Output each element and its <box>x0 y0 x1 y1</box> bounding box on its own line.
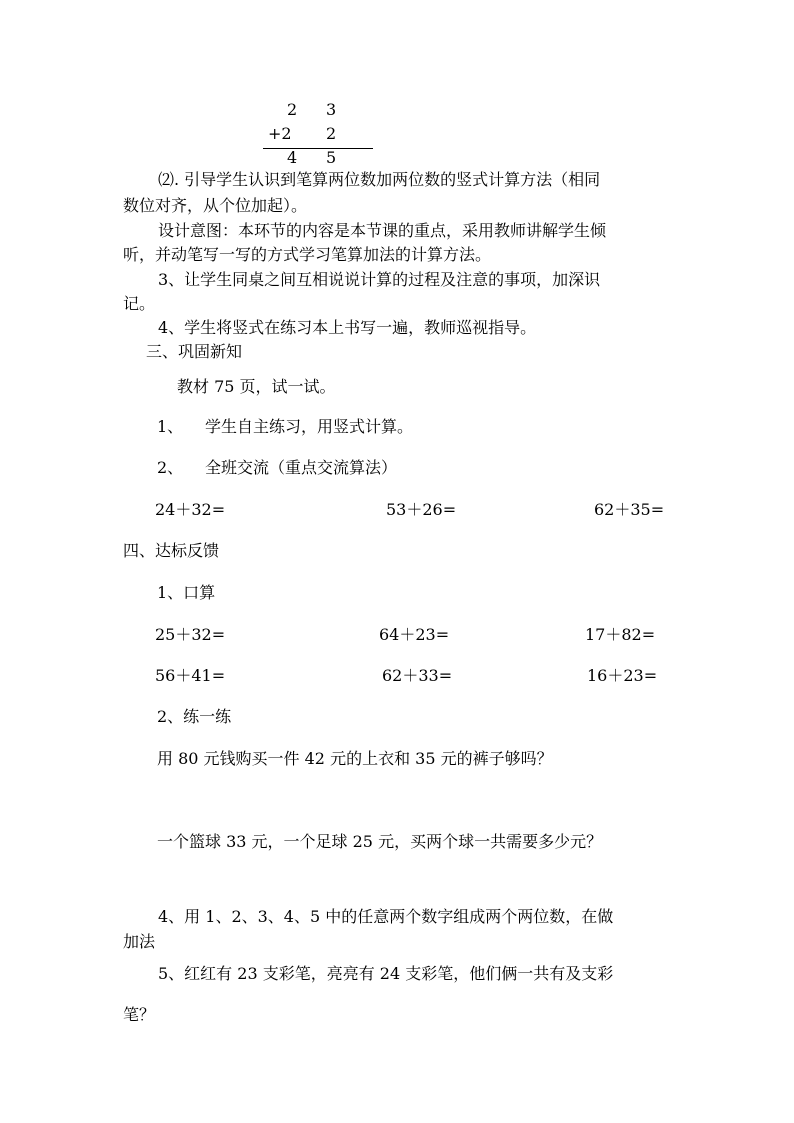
word-problem: 加法 <box>123 932 156 951</box>
word-problem: 用 80 元钱购买一件 42 元的上衣和 35 元的裤子够吗？ <box>157 749 553 768</box>
list-number: 1、 <box>157 417 184 436</box>
paragraph-line: ⑵. 引导学生认识到笔算两位数加两位数的竖式计算方法（相同 <box>158 170 601 189</box>
vertical-sum-line <box>263 148 373 149</box>
exercise: 64＋23= <box>379 625 450 644</box>
word-problem: 笔？ <box>123 1005 156 1024</box>
vertical-operator: +2 <box>268 124 292 143</box>
vertical-result-digit: 4 <box>287 148 298 167</box>
vertical-digit: 3 <box>326 100 337 119</box>
list-item-text: 全班交流（重点交流算法） <box>205 458 398 477</box>
exercise: 16＋23= <box>587 666 658 685</box>
paragraph-line: 4、学生将竖式在练习本上书写一遍，教师巡视指导。 <box>158 318 537 337</box>
list-number: 2、 <box>157 458 184 477</box>
exercise: 25＋32= <box>155 625 226 644</box>
paragraph-line: 教材 75 页，试一试。 <box>177 377 336 396</box>
design-intent-line: 设计意图：本环节的内容是本节课的重点，采用教师讲解学生倾 <box>158 221 607 240</box>
subsection-heading: 2、练一练 <box>157 707 232 726</box>
word-problem: 5、红红有 23 支彩笔，亮亮有 24 支彩笔，他们俩一共有及支彩 <box>158 964 614 983</box>
section-heading: 三、巩固新知 <box>146 342 243 361</box>
word-problem: 4、用 1、2、3、4、5 中的任意两个数字组成两个两位数，在做 <box>158 907 614 926</box>
exercise: 62＋33= <box>382 666 453 685</box>
paragraph-line: 数位对齐，从个位加起）。 <box>123 196 308 215</box>
vertical-digit: 2 <box>326 124 337 143</box>
exercise: 62＋35= <box>594 500 665 519</box>
vertical-result-digit: 5 <box>326 148 337 167</box>
list-item-text: 学生自主练习，用竖式计算。 <box>205 417 414 436</box>
design-intent-line: 听，并动笔写一写的方式学习笔算加法的计算方法。 <box>123 245 492 264</box>
paragraph-line: 记。 <box>123 294 156 313</box>
exercise: 53＋26= <box>386 500 457 519</box>
subsection-heading: 1、口算 <box>157 583 216 602</box>
word-problem: 一个篮球 33 元，一个足球 25 元，买两个球一共需要多少元？ <box>157 832 603 851</box>
paragraph-line: 3、让学生同桌之间互相说说计算的过程及注意的事项，加深识 <box>158 270 601 289</box>
exercise: 17＋82= <box>585 625 656 644</box>
section-heading: 四、达标反馈 <box>123 541 220 560</box>
vertical-digit: 2 <box>287 100 298 119</box>
exercise: 24＋32= <box>155 500 226 519</box>
exercise: 56＋41= <box>155 666 226 685</box>
